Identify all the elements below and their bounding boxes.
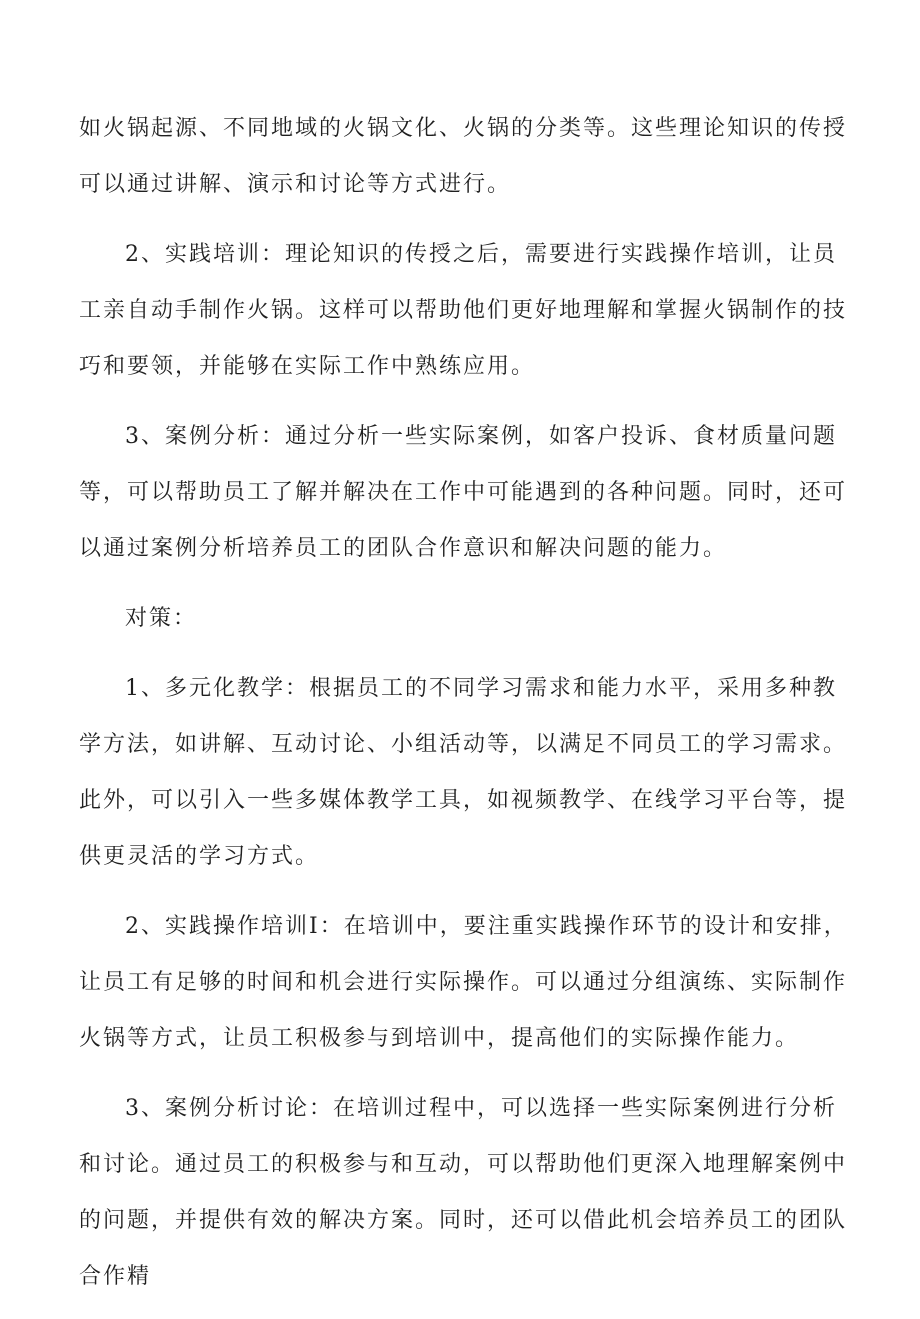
paragraph-practical-operation-training: 2、实践操作培训I：在培训中，要注重实践操作环节的设计和安排，让员工有足够的时间和机会进行实际操作。可以通过分组演练、实际制作火锅等方式，让员工积极参与到培训中，提高他们的实际操作能力。	[79, 914, 848, 1051]
paragraph-countermeasures-heading: 对策：	[125, 606, 198, 631]
document-body	[79, 101, 851, 1319]
paragraph-case-analysis: 3、案例分析：通过分析一些实际案例，如客户投诉、食材质量问题等，可以帮助员工了解并解决在工作中可能遇到的各种问题。同时，还可以通过案例分析培养员工的团队合作意识和解决问题的能力。	[79, 424, 848, 561]
paragraph-intro-continued: 如火锅起源、不同地域的火锅文化、火锅的分类等。这些理论知识的传授可以通过讲解、演示和讨论等方式进行。	[79, 116, 848, 197]
paragraph-case-analysis-discussion: 3、案例分析讨论：在培训过程中，可以选择一些实际案例进行分析和讨论。通过员工的积极参与和互动，可以帮助他们更深入地理解案例中的问题，并提供有效的解决方案。同时，还可以借此机会培养员工的团队合作精	[79, 1096, 848, 1289]
paragraph-diversified-teaching: 1、多元化教学：根据员工的不同学习需求和能力水平，采用多种教学方法，如讲解、互动讨论、小组活动等，以满足不同员工的学习需求。此外，可以引入一些多媒体教学工具，如视频教学、在线学习平台等，提供更灵活的学习方式。	[79, 676, 848, 869]
paragraph-practice-training: 2、实践培训：理论知识的传授之后，需要进行实践操作培训，让员工亲自动手制作火锅。这样可以帮助他们更好地理解和掌握火锅制作的技巧和要领，并能够在实际工作中熟练应用。	[79, 242, 848, 379]
